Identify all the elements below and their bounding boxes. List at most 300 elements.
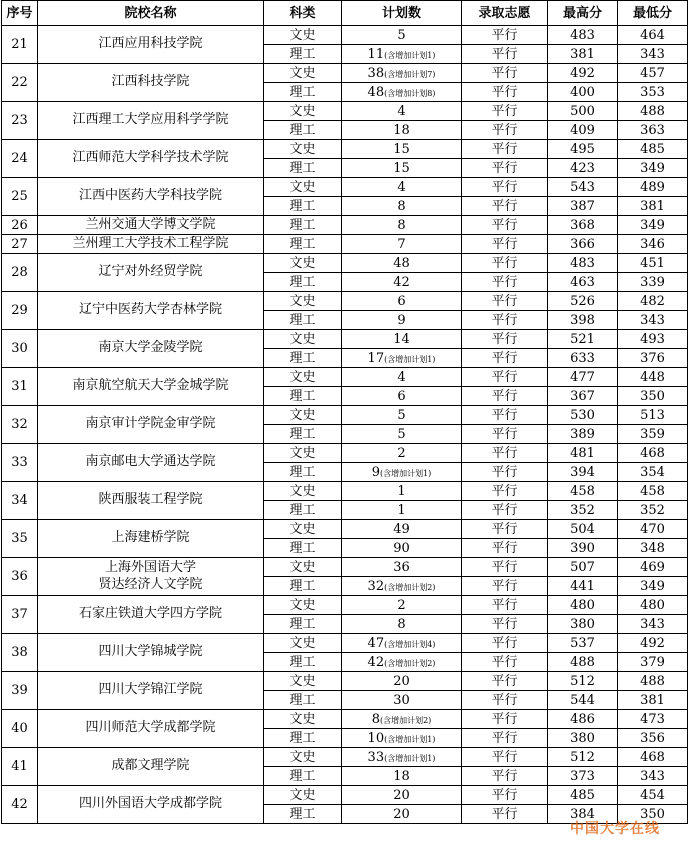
subject-type-cell: 理工	[264, 615, 342, 634]
seq-cell: 25	[2, 178, 38, 216]
plan-count-cell	[342, 45, 462, 64]
min-score-cell: 488	[618, 672, 688, 691]
school-name-line: 江西师范大学科学技术学院	[72, 150, 229, 166]
school-name-cell	[38, 406, 264, 444]
seq-cell: 21	[2, 26, 38, 64]
school-name-line: 江西理工大学应用科学学院	[72, 112, 229, 128]
admission-choice-cell: 平行	[462, 444, 548, 463]
min-score-cell: 473	[618, 710, 688, 729]
min-score-cell: 470	[618, 520, 688, 539]
seq-cell: 41	[2, 748, 38, 786]
max-score-cell: 380	[548, 615, 618, 634]
subject-type-cell: 理工	[264, 691, 342, 710]
min-score-cell: 352	[618, 501, 688, 520]
max-score-cell: 492	[548, 64, 618, 83]
admission-choice-cell: 平行	[462, 463, 548, 482]
school-name-line: 四川大学锦城学院	[98, 644, 203, 660]
admission-choice-cell: 平行	[462, 710, 548, 729]
subject-type-cell: 理工	[264, 83, 342, 102]
header-min-score: 最低分	[618, 1, 688, 26]
subject-type-cell: 文史	[264, 482, 342, 501]
admission-choice-cell: 平行	[462, 64, 548, 83]
header-row	[2, 1, 688, 26]
plan-count-cell	[342, 406, 462, 425]
min-score-cell: 343	[618, 45, 688, 64]
admission-choice-cell: 平行	[462, 330, 548, 349]
min-score-cell: 343	[618, 311, 688, 330]
subject-type-cell: 文史	[264, 406, 342, 425]
plan-count-value: 4	[397, 103, 406, 119]
max-score-cell: 485	[548, 786, 618, 805]
seq-cell: 32	[2, 406, 38, 444]
table-row	[2, 634, 688, 653]
max-score-cell: 423	[548, 159, 618, 178]
school-name-line: 四川师范大学成都学院	[85, 720, 216, 736]
max-score-cell: 537	[548, 634, 618, 653]
header-school-name: 院校名称	[38, 1, 264, 26]
subject-type-cell: 理工	[264, 463, 342, 482]
plan-count-value: 42	[367, 654, 385, 670]
plan-count-cell	[342, 178, 462, 197]
admission-choice-cell: 平行	[462, 45, 548, 64]
header-subject-type: 科类	[264, 1, 342, 26]
subject-type-cell: 文史	[264, 102, 342, 121]
school-name-line: 成都文理学院	[111, 758, 190, 774]
subject-type-cell: 文史	[264, 710, 342, 729]
school-name-cell	[38, 254, 264, 292]
plan-count-cell	[342, 444, 462, 463]
max-score-cell: 400	[548, 83, 618, 102]
admission-choice-cell: 平行	[462, 729, 548, 748]
max-score-cell: 543	[548, 178, 618, 197]
plan-count-value: 49	[393, 521, 410, 537]
plan-count-cell	[342, 273, 462, 292]
school-name-line: 上海建桥学院	[111, 530, 190, 546]
max-score-cell: 458	[548, 482, 618, 501]
max-score-cell: 394	[548, 463, 618, 482]
subject-type-cell: 理工	[264, 767, 342, 786]
table-row	[2, 558, 688, 577]
plan-count-cell	[342, 634, 462, 653]
school-name-cell	[38, 64, 264, 102]
subject-type-cell: 文史	[264, 748, 342, 767]
admission-choice-cell: 平行	[462, 102, 548, 121]
min-score-cell: 363	[618, 121, 688, 140]
subject-type-cell: 文史	[264, 64, 342, 83]
plan-note: (含增加计划4)	[384, 639, 436, 649]
school-name-line: 四川外国语大学成都学院	[78, 796, 222, 812]
min-score-cell: 350	[618, 805, 688, 824]
plan-count-value: 42	[393, 274, 410, 290]
plan-count-value: 17	[367, 350, 385, 366]
school-name-line: 四川大学锦江学院	[98, 682, 203, 698]
plan-count-cell	[342, 64, 462, 83]
seq-cell: 24	[2, 140, 38, 178]
admission-choice-cell: 平行	[462, 520, 548, 539]
max-score-cell: 495	[548, 140, 618, 159]
plan-count-cell	[342, 216, 462, 235]
plan-count-cell	[342, 463, 462, 482]
max-score-cell: 507	[548, 558, 618, 577]
plan-count-value: 18	[393, 768, 410, 784]
subject-type-cell: 文史	[264, 444, 342, 463]
school-name-cell	[38, 558, 264, 596]
header-seq: 序号	[2, 1, 38, 26]
subject-type-cell: 理工	[264, 653, 342, 672]
min-score-cell: 349	[618, 159, 688, 178]
table-row	[2, 520, 688, 539]
max-score-cell: 512	[548, 672, 618, 691]
school-name-line: 江西中医药大学科技学院	[78, 188, 222, 204]
admission-choice-cell: 平行	[462, 178, 548, 197]
school-name-cell	[38, 520, 264, 558]
subject-type-cell: 理工	[264, 387, 342, 406]
max-score-cell: 521	[548, 330, 618, 349]
min-score-cell: 454	[618, 786, 688, 805]
seq-cell: 27	[2, 235, 38, 254]
school-name-cell	[38, 710, 264, 748]
max-score-cell: 352	[548, 501, 618, 520]
plan-note: (含增加计划2)	[379, 715, 432, 725]
plan-count-cell	[342, 805, 462, 824]
school-name-cell	[38, 368, 264, 406]
plan-count-value: 30	[393, 692, 410, 708]
school-name-line: 辽宁中医药大学杏林学院	[78, 302, 222, 318]
table-row	[2, 596, 688, 615]
plan-count-value: 15	[393, 160, 410, 176]
plan-count-cell	[342, 558, 462, 577]
admission-choice-cell: 平行	[462, 596, 548, 615]
school-name-line: 江西科技学院	[111, 74, 190, 90]
admission-choice-cell: 平行	[462, 406, 548, 425]
max-score-cell: 530	[548, 406, 618, 425]
school-name-line: 兰州交通大学博文学院	[85, 216, 216, 232]
max-score-cell: 367	[548, 387, 618, 406]
table-row	[2, 748, 688, 767]
admission-choice-cell: 平行	[462, 805, 548, 824]
seq-cell: 36	[2, 558, 38, 596]
admission-choice-cell: 平行	[462, 197, 548, 216]
header-admission-choice: 录取志愿	[462, 1, 548, 26]
max-score-cell: 504	[548, 520, 618, 539]
admission-choice-cell: 平行	[462, 577, 548, 596]
min-score-cell: 348	[618, 539, 688, 558]
min-score-cell: 485	[618, 140, 688, 159]
plan-count-value: 36	[393, 559, 410, 575]
plan-count-value: 5	[397, 407, 406, 423]
admission-choice-cell: 平行	[462, 691, 548, 710]
plan-count-cell	[342, 653, 462, 672]
school-name-cell	[38, 140, 264, 178]
admission-choice-cell: 平行	[462, 26, 548, 45]
table-row	[2, 482, 688, 501]
plan-count-cell	[342, 691, 462, 710]
seq-cell: 38	[2, 634, 38, 672]
seq-cell: 28	[2, 254, 38, 292]
max-score-cell: 366	[548, 235, 618, 254]
max-score-cell: 441	[548, 577, 618, 596]
min-score-cell: 451	[618, 254, 688, 273]
subject-type-cell: 理工	[264, 349, 342, 368]
min-score-cell: 513	[618, 406, 688, 425]
max-score-cell: 477	[548, 368, 618, 387]
school-name-cell	[38, 596, 264, 634]
seq-cell: 39	[2, 672, 38, 710]
subject-type-cell: 理工	[264, 729, 342, 748]
plan-count-cell	[342, 577, 462, 596]
school-name-line: 上海外国语大学	[104, 560, 196, 576]
max-score-cell: 481	[548, 444, 618, 463]
school-name-cell	[38, 330, 264, 368]
min-score-cell: 489	[618, 178, 688, 197]
table-row	[2, 330, 688, 349]
school-name-line: 陕西服装工程学院	[98, 492, 203, 508]
header-max-score: 最高分	[548, 1, 618, 26]
plan-count-cell	[342, 140, 462, 159]
school-name-line: 石家庄铁道大学四方学院	[78, 606, 222, 622]
plan-count-cell	[342, 539, 462, 558]
plan-count-cell	[342, 387, 462, 406]
seq-cell: 23	[2, 102, 38, 140]
subject-type-cell: 文史	[264, 292, 342, 311]
plan-count-value: 15	[393, 141, 410, 157]
min-score-cell: 480	[618, 596, 688, 615]
school-name-cell	[38, 102, 264, 140]
admission-choice-cell: 平行	[462, 292, 548, 311]
max-score-cell: 512	[548, 748, 618, 767]
max-score-cell: 526	[548, 292, 618, 311]
table-row	[2, 140, 688, 159]
admission-choice-cell: 平行	[462, 425, 548, 444]
admission-choice-cell: 平行	[462, 786, 548, 805]
max-score-cell: 380	[548, 729, 618, 748]
max-score-cell: 390	[548, 539, 618, 558]
plan-count-cell	[342, 292, 462, 311]
table-row	[2, 216, 688, 235]
admission-choice-cell: 平行	[462, 672, 548, 691]
plan-count-value: 7	[397, 236, 406, 252]
max-score-cell: 387	[548, 197, 618, 216]
seq-cell: 34	[2, 482, 38, 520]
max-score-cell: 544	[548, 691, 618, 710]
min-score-cell: 343	[618, 767, 688, 786]
school-name-line: 南京大学金陵学院	[98, 340, 203, 356]
min-score-cell: 482	[618, 292, 688, 311]
subject-type-cell: 文史	[264, 672, 342, 691]
admission-choice-cell: 平行	[462, 216, 548, 235]
seq-cell: 35	[2, 520, 38, 558]
plan-count-value: 2	[397, 445, 406, 461]
min-score-cell: 379	[618, 653, 688, 672]
plan-count-cell	[342, 197, 462, 216]
plan-count-value: 9	[371, 464, 380, 480]
min-score-cell: 359	[618, 425, 688, 444]
plan-count-value: 11	[367, 46, 385, 62]
min-score-cell: 356	[618, 729, 688, 748]
admission-table	[1, 0, 688, 824]
seq-cell: 22	[2, 64, 38, 102]
seq-cell: 26	[2, 216, 38, 235]
plan-count-value: 9	[397, 312, 406, 328]
plan-count-value: 4	[397, 369, 406, 385]
subject-type-cell: 理工	[264, 501, 342, 520]
seq-cell: 29	[2, 292, 38, 330]
subject-type-cell: 理工	[264, 577, 342, 596]
plan-count-cell	[342, 349, 462, 368]
table-row	[2, 710, 688, 729]
school-name-cell	[38, 292, 264, 330]
admission-choice-cell: 平行	[462, 235, 548, 254]
admission-choice-cell: 平行	[462, 653, 548, 672]
plan-count-value: 5	[397, 426, 406, 442]
min-score-cell: 493	[618, 330, 688, 349]
subject-type-cell: 理工	[264, 45, 342, 64]
admission-choice-cell: 平行	[462, 349, 548, 368]
seq-cell: 42	[2, 786, 38, 824]
table-row	[2, 444, 688, 463]
plan-count-cell	[342, 159, 462, 178]
min-score-cell: 349	[618, 216, 688, 235]
plan-count-value: 20	[393, 787, 410, 803]
admission-choice-cell: 平行	[462, 254, 548, 273]
min-score-cell: 343	[618, 615, 688, 634]
plan-count-cell	[342, 425, 462, 444]
min-score-cell: 349	[618, 577, 688, 596]
max-score-cell: 381	[548, 45, 618, 64]
subject-type-cell: 理工	[264, 805, 342, 824]
max-score-cell: 384	[548, 805, 618, 824]
plan-count-cell	[342, 729, 462, 748]
subject-type-cell: 理工	[264, 159, 342, 178]
min-score-cell: 350	[618, 387, 688, 406]
plan-count-cell	[342, 482, 462, 501]
plan-count-value: 8	[371, 711, 380, 727]
min-score-cell: 339	[618, 273, 688, 292]
admission-choice-cell: 平行	[462, 748, 548, 767]
plan-count-value: 90	[393, 540, 410, 556]
school-name-cell	[38, 444, 264, 482]
subject-type-cell: 文史	[264, 634, 342, 653]
plan-count-value: 6	[397, 293, 406, 309]
school-name-cell	[38, 26, 264, 64]
plan-count-value: 5	[397, 27, 406, 43]
plan-count-cell	[342, 767, 462, 786]
admission-choice-cell: 平行	[462, 501, 548, 520]
school-name-line: 辽宁对外经贸学院	[98, 264, 203, 280]
subject-type-cell: 文史	[264, 140, 342, 159]
table-row	[2, 406, 688, 425]
subject-type-cell: 文史	[264, 368, 342, 387]
plan-note: (含增加计划2)	[384, 658, 436, 668]
min-score-cell: 492	[618, 634, 688, 653]
table-row	[2, 178, 688, 197]
admission-choice-cell: 平行	[462, 539, 548, 558]
plan-note: (含增加计划1)	[384, 50, 436, 60]
plan-count-cell	[342, 615, 462, 634]
table-body	[2, 26, 688, 824]
school-name-cell	[38, 178, 264, 216]
seq-cell: 37	[2, 596, 38, 634]
max-score-cell: 398	[548, 311, 618, 330]
plan-count-cell	[342, 83, 462, 102]
subject-type-cell: 理工	[264, 311, 342, 330]
seq-cell: 31	[2, 368, 38, 406]
school-name-line: 南京审计学院金审学院	[85, 416, 216, 432]
plan-count-value: 8	[397, 217, 406, 233]
plan-count-value: 47	[367, 635, 385, 651]
min-score-cell: 457	[618, 64, 688, 83]
min-score-cell: 448	[618, 368, 688, 387]
min-score-cell: 376	[618, 349, 688, 368]
plan-count-value: 2	[397, 597, 406, 613]
admission-choice-cell: 平行	[462, 387, 548, 406]
max-score-cell: 373	[548, 767, 618, 786]
plan-count-value: 20	[393, 806, 410, 822]
min-score-cell: 381	[618, 691, 688, 710]
plan-count-value: 20	[393, 673, 410, 689]
table-row	[2, 64, 688, 83]
subject-type-cell: 文史	[264, 786, 342, 805]
max-score-cell: 500	[548, 102, 618, 121]
table-row	[2, 292, 688, 311]
admission-choice-cell: 平行	[462, 558, 548, 577]
plan-count-value: 6	[397, 388, 406, 404]
subject-type-cell: 理工	[264, 197, 342, 216]
max-score-cell: 463	[548, 273, 618, 292]
subject-type-cell: 文史	[264, 558, 342, 577]
admission-choice-cell: 平行	[462, 634, 548, 653]
plan-count-cell	[342, 330, 462, 349]
admission-choice-cell: 平行	[462, 273, 548, 292]
max-score-cell: 389	[548, 425, 618, 444]
admission-choice-cell: 平行	[462, 140, 548, 159]
seq-cell: 30	[2, 330, 38, 368]
max-score-cell: 368	[548, 216, 618, 235]
admission-choice-cell: 平行	[462, 767, 548, 786]
plan-count-value: 8	[397, 616, 406, 632]
subject-type-cell: 理工	[264, 121, 342, 140]
min-score-cell: 468	[618, 748, 688, 767]
admission-choice-cell: 平行	[462, 121, 548, 140]
school-name-line: 兰州理工大学技术工程学院	[72, 235, 229, 251]
max-score-cell: 633	[548, 349, 618, 368]
plan-note: (含增加计划1)	[384, 354, 436, 364]
min-score-cell: 381	[618, 197, 688, 216]
subject-type-cell: 文史	[264, 596, 342, 615]
min-score-cell: 469	[618, 558, 688, 577]
plan-count-value: 1	[397, 483, 406, 499]
table-row	[2, 102, 688, 121]
school-name-cell	[38, 482, 264, 520]
plan-count-value: 14	[393, 331, 410, 347]
plan-count-value: 8	[397, 198, 406, 214]
plan-note: (含增加计划8)	[384, 88, 436, 98]
plan-count-cell	[342, 311, 462, 330]
max-score-cell: 483	[548, 254, 618, 273]
school-name-line: 江西应用科技学院	[98, 36, 203, 52]
max-score-cell: 486	[548, 710, 618, 729]
header-plan-count: 计划数	[342, 1, 462, 26]
plan-count-cell	[342, 501, 462, 520]
plan-count-cell	[342, 254, 462, 273]
plan-count-value: 10	[367, 730, 385, 746]
max-score-cell: 409	[548, 121, 618, 140]
school-name-cell	[38, 634, 264, 672]
plan-count-cell	[342, 786, 462, 805]
plan-count-cell	[342, 368, 462, 387]
admission-choice-cell: 平行	[462, 311, 548, 330]
plan-count-value: 48	[367, 84, 385, 100]
